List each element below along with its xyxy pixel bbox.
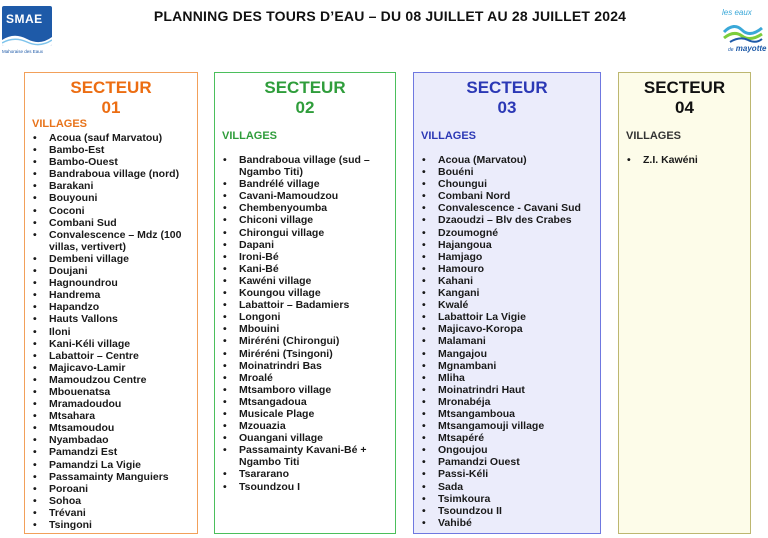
village-item: • Bandraboua village (sud – Ngambo Titi) [215, 154, 395, 178]
sector-02-title-label: SECTEUR [264, 78, 346, 97]
village-item: • Tsimkoura [414, 493, 600, 505]
sector-03-title [414, 78, 600, 118]
eaux-de-mayotte-logo [716, 8, 768, 58]
sector-03-title-label: SECTEUR [466, 78, 548, 97]
village-item: • Mtsangamboua [414, 408, 600, 420]
village-item: • Z.I. Kawéni [619, 154, 750, 166]
sector-01-title-number: 01 [101, 98, 121, 117]
sector-02-title [215, 78, 395, 118]
village-item: • Kangani [414, 287, 600, 299]
village-item: • Malamani [414, 335, 600, 347]
village-item: • Mgnambani [414, 360, 600, 372]
eaux-logo-bottom [728, 44, 766, 53]
village-item: • Doujani [25, 265, 197, 277]
sector-02-village-list [215, 154, 395, 493]
village-item: • Miréréni (Chirongui) [215, 335, 395, 347]
sector-02-villages-label: VILLAGES [222, 130, 278, 142]
sector-01-village-list [25, 132, 197, 531]
village-item: • Sada [414, 481, 600, 493]
sector-04-title-number: 04 [675, 98, 694, 117]
village-item: • Combani Nord [414, 190, 600, 202]
sector-04-title-label: SECTEUR [643, 78, 726, 97]
village-item: • Tsingoni [25, 519, 197, 531]
village-item: • Mtsahara [25, 410, 197, 422]
eaux-logo-de: de [728, 47, 734, 53]
village-item: • Mtsamoudou [25, 422, 197, 434]
village-item: • Tsararano [215, 468, 395, 480]
sector-01-title-label: SECTEUR [70, 78, 152, 97]
village-item: • Miréréni (Tsingoni) [215, 348, 395, 360]
village-item: • Kawéni village [215, 275, 395, 287]
village-item: • Bandrélé village [215, 178, 395, 190]
sector-01-panel [24, 72, 198, 534]
smae-logo-subtitle: Mahoraise des Eaux [2, 49, 44, 54]
village-item: • Chembenyoumba [215, 202, 395, 214]
village-item: • Mangajou [414, 348, 600, 360]
village-item: • Mliha [414, 372, 600, 384]
village-item: • Musicale Plage [215, 408, 395, 420]
wave-icon [2, 32, 52, 46]
village-item: • Hamjago [414, 251, 600, 263]
village-item: • Mbouini [215, 323, 395, 335]
village-item: • Cavani-Mamoudzou [215, 190, 395, 202]
village-item: • Moinatrindri Bas [215, 360, 395, 372]
village-item: • Bambo-Est [25, 144, 197, 156]
village-item: • Acoua (Marvatou) [414, 154, 600, 166]
village-item: • Hagnoundrou [25, 277, 197, 289]
village-item: • Dapani [215, 239, 395, 251]
village-item: • Pamandzi Est [25, 446, 197, 458]
village-item: • Hamouro [414, 263, 600, 275]
village-item: • Sohoa [25, 495, 197, 507]
village-item: • Mbouenatsa [25, 386, 197, 398]
village-item: • Coconi [25, 205, 197, 217]
village-item: • Dzoumogné [414, 227, 600, 239]
village-item: • Nyambadao [25, 434, 197, 446]
village-item: • Bambo-Ouest [25, 156, 197, 168]
sector-03-title-number: 03 [497, 98, 517, 117]
village-item: • Kwalé [414, 299, 600, 311]
village-item: • Kani-Bé [215, 263, 395, 275]
sector-04-villages-label: VILLAGES [626, 130, 682, 142]
sector-04-title [619, 78, 750, 118]
water-drop-icon [720, 18, 764, 44]
village-item: • Convalescence – Mdz (100 villas, vertivert) [25, 229, 197, 253]
village-item: • Longoni [215, 311, 395, 323]
village-item: • Convalescence - Cavani Sud [414, 202, 600, 214]
village-item: • Tsoundzou II [414, 505, 600, 517]
village-item: • Hajangoua [414, 239, 600, 251]
village-item: • Koungou village [215, 287, 395, 299]
village-item: • Hapandzo [25, 301, 197, 313]
sector-04-village-list [619, 154, 750, 166]
sector-01-villages-label: VILLAGES [32, 118, 88, 130]
eaux-logo-top: les eaux [722, 8, 752, 17]
sector-03-panel [413, 72, 601, 534]
village-item: • Mamoudzou Centre [25, 374, 197, 386]
village-item: • Mronabéja [414, 396, 600, 408]
village-item: • Mramadoudou [25, 398, 197, 410]
village-item: • Mzouazia [215, 420, 395, 432]
village-item: • Majicavo-Koropa [414, 323, 600, 335]
village-item: • Kahani [414, 275, 600, 287]
village-item: • Bouéni [414, 166, 600, 178]
village-item: • Vahibé [414, 517, 600, 529]
village-item: • Mtsamboro village [215, 384, 395, 396]
village-item: • Passamainty Manguiers [25, 471, 197, 483]
village-item: • Ironi-Bé [215, 251, 395, 263]
village-item: • Chiconi village [215, 214, 395, 226]
village-item: • Handrema [25, 289, 197, 301]
sector-03-villages-label: VILLAGES [421, 130, 477, 142]
village-item: • Tsoundzou I [215, 481, 395, 493]
village-item: • Hauts Vallons [25, 313, 197, 325]
village-item: • Mtsapéré [414, 432, 600, 444]
village-item: • Majicavo-Lamir [25, 362, 197, 374]
village-item: • Combani Sud [25, 217, 197, 229]
village-item: • Kani-Kéli village [25, 338, 197, 350]
sector-02-title-number: 02 [295, 98, 315, 117]
village-item: • Chirongui village [215, 227, 395, 239]
village-item: • Dembeni village [25, 253, 197, 265]
page-title: PLANNING DES TOURS D’EAU – DU 08 JUILLET AU 28 JUILLET 2024 [153, 8, 627, 24]
village-item: • Acoua (sauf Marvatou) [25, 132, 197, 144]
village-item: • Labattoir – Badamiers [215, 299, 395, 311]
village-item: • Passamainty Kavani-Bé + Ngambo Titi [215, 444, 395, 468]
smae-logo-box [2, 6, 52, 46]
village-item: • Ouangani village [215, 432, 395, 444]
village-item: • Labattoir – Centre [25, 350, 197, 362]
eaux-logo-mayotte: mayotte [735, 44, 767, 53]
village-item: • Choungui [414, 178, 600, 190]
village-item: • Dzaoudzi – Blv des Crabes [414, 214, 600, 226]
village-item: • Bouyouni [25, 192, 197, 204]
sector-03-village-list [414, 154, 600, 529]
village-item: • Poroani [25, 483, 197, 495]
village-item: • Barakani [25, 180, 197, 192]
village-item: • Passi-Kéli [414, 468, 600, 480]
village-item: • Bandraboua village (nord) [25, 168, 197, 180]
sector-04-panel [618, 72, 751, 534]
sector-02-panel [214, 72, 396, 534]
village-item: • Ongoujou [414, 444, 600, 456]
village-item: • Mroalé [215, 372, 395, 384]
village-item: • Moinatrindri Haut [414, 384, 600, 396]
smae-logo [2, 6, 52, 58]
smae-logo-text: SMAE [6, 12, 43, 26]
village-item: • Pamandzi Ouest [414, 456, 600, 468]
village-item: • Mtsangamouji village [414, 420, 600, 432]
village-item: • Labattoir La Vigie [414, 311, 600, 323]
village-item: • Iloni [25, 326, 197, 338]
sector-01-title [25, 78, 197, 118]
village-item: • Mtsangadoua [215, 396, 395, 408]
village-item: • Pamandzi La Vigie [25, 459, 197, 471]
village-item: • Trévani [25, 507, 197, 519]
